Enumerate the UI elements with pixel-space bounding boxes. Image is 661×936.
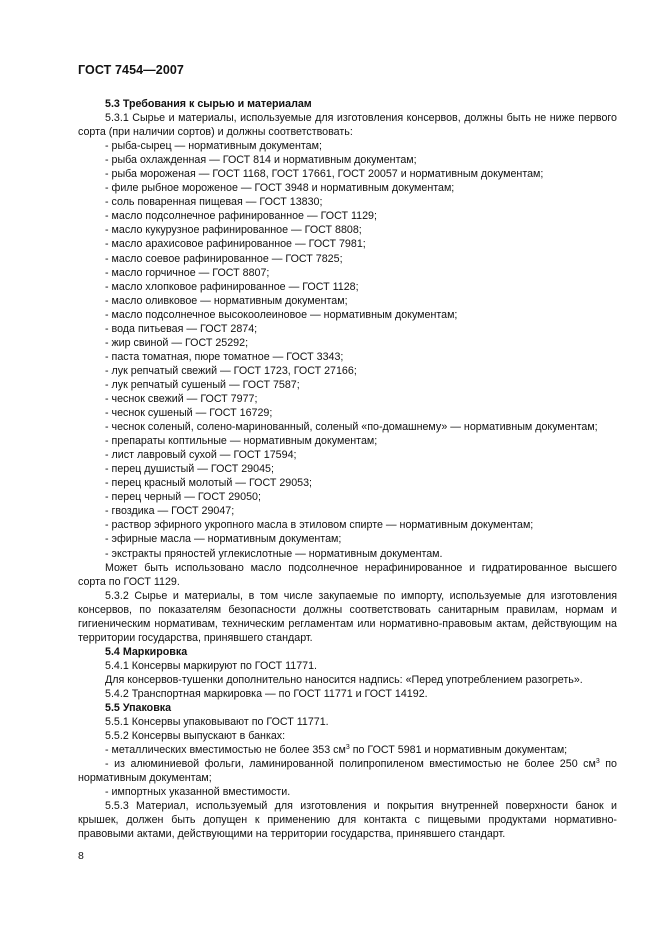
list-item: - лист лавровый сухой — ГОСТ 17594; — [105, 449, 297, 462]
list-item: - масло кукурузное рафинированное — ГОСТ 8808; — [105, 224, 362, 237]
list-item: - масло подсолнечное рафинированное — ГОСТ 1129; — [105, 210, 377, 223]
paragraph-5-5-3: 5.5.3 Материал, используемый для изготовления и покрытия внутренней поверхности банок и крышек, должен быть допущен к применению для контакта с пищевыми продуктами нормативно-правовыми актами, действующими на территории государства, принявшего стандарт. — [78, 800, 617, 841]
list-item: - филе рыбное мороженое — ГОСТ 3948 и нормативным документам; — [105, 182, 455, 195]
list-item: - чеснок свежий — ГОСТ 7977; — [105, 392, 258, 405]
paragraph-5-4-2: 5.4.2 Транспортная маркировка — по ГОСТ 11771 и ГОСТ 14192. — [105, 687, 428, 700]
list-item: - перец черный — ГОСТ 29050; — [105, 491, 261, 504]
list-item: - рыба-сырец — нормативным документам; — [105, 140, 322, 153]
list-item: - рыба охлажденная — ГОСТ 814 и нормативным документам; — [105, 154, 417, 167]
list-item: - чеснок сушеный — ГОСТ 16729; — [105, 407, 273, 420]
list-item: - вода питьевая — ГОСТ 2874; — [105, 322, 258, 335]
list-item-wrapped: - чеснок соленый, солено-маринованный, соленый «по-домашнему» — нормативным документам; — [105, 421, 598, 434]
list-item: - эфирные масла — нормативным документам; — [105, 533, 342, 546]
list-item-metal-cans: - металлических вместимостью не более 353 $см^3$ по ГОСТ 5981 и нормативным документам; — [105, 744, 568, 757]
paragraph-5-3-2: 5.3.2 Сырье и материалы, в том числе закупаемые по импорту, используемые для изготовления консервов, по показателям безопасности должны соответствовать санитарным правилам, нормам и гигиеническим нормативам, техническим регламентам или нормативно-правовым актам, действующим на территории государства, принявшего стандарт. — [78, 589, 617, 644]
list-item: - соль поваренная пищевая — ГОСТ 13830; — [105, 196, 323, 209]
paragraph-5-5-2: 5.5.2 Консервы выпускают в банках: — [105, 730, 286, 743]
list-item: - масло соевое рафинированное — ГОСТ 7825; — [105, 252, 343, 265]
list-item: - лук репчатый свежий — ГОСТ 1723, ГОСТ 27166; — [105, 364, 357, 377]
page-number: 8 — [78, 850, 84, 862]
paragraph-stew-label: Для консервов-тушенки дополнительно наносится надпись: «Перед употреблением разогреть». — [105, 673, 583, 686]
list-item: - перец душистый — ГОСТ 29045; — [105, 463, 274, 476]
list-item: - рыба мороженая — ГОСТ 1168, ГОСТ 17661, ГОСТ 20057 и нормативным документам; — [105, 168, 544, 181]
document-header: ГОСТ 7454—2007 — [78, 63, 184, 77]
list-item: - масло подсолнечное высокоолеиновое — нормативным документам; — [105, 308, 458, 321]
list-item: - масло арахисовое рафинированное — ГОСТ 7981; — [105, 238, 366, 251]
list-item-foil-cans: - из алюминиевой фольги, ламинированной полипропиленом вместимостью не более 250 $см^3$ по нормативным документам; — [78, 758, 617, 785]
list-item: - экстракты пряностей углекислотные — нормативным документам. — [105, 547, 443, 560]
paragraph-5-5-1: 5.5.1 Консервы упаковывают по ГОСТ 11771. — [105, 716, 329, 729]
list-item: - раствор эфирного укропного масла в этиловом спирте — нормативным документам; — [105, 519, 534, 532]
list-item: - паста томатная, пюре томатное — ГОСТ 3343; — [105, 350, 344, 363]
list-item: - перец красный молотый — ГОСТ 29053; — [105, 477, 313, 490]
list-item: - жир свиной — ГОСТ 25292; — [105, 336, 249, 349]
document-body — [78, 94, 617, 841]
section-heading-5-5: 5.5 Упаковка — [105, 702, 172, 715]
paragraph-5-3-1: 5.3.1 Сырье и материалы, используемые для изготовления консервов, должны быть не ниже первого сорта (при наличии сортов) и должны соответствовать: — [78, 112, 617, 139]
list-item: - масло оливковое — нормативным документам; — [105, 294, 348, 307]
section-heading-5-4: 5.4 Маркировка — [105, 645, 188, 658]
list-item: - гвоздика — ГОСТ 29047; — [105, 505, 235, 518]
section-heading-5-3: 5.3 Требования к сырью и материалам — [105, 98, 312, 110]
materials-list — [78, 139, 617, 560]
paragraph-5-4-1: 5.4.1 Консервы маркируют по ГОСТ 11771. — [105, 659, 318, 672]
list-item-imported-cans: - импортных указанной вместимости. — [105, 786, 291, 799]
list-item: - масло хлопковое рафинированное — ГОСТ 1128; — [105, 280, 359, 293]
list-item: - лук репчатый сушеный — ГОСТ 7587; — [105, 378, 300, 391]
paragraph-oil-note: Может быть использовано масло подсолнечное нерафинированное и гидратированное высшего сорта по ГОСТ 1129. — [78, 561, 617, 588]
list-item: - препараты коптильные — нормативным документам; — [105, 435, 378, 448]
list-item: - масло горчичное — ГОСТ 8807; — [105, 266, 270, 279]
